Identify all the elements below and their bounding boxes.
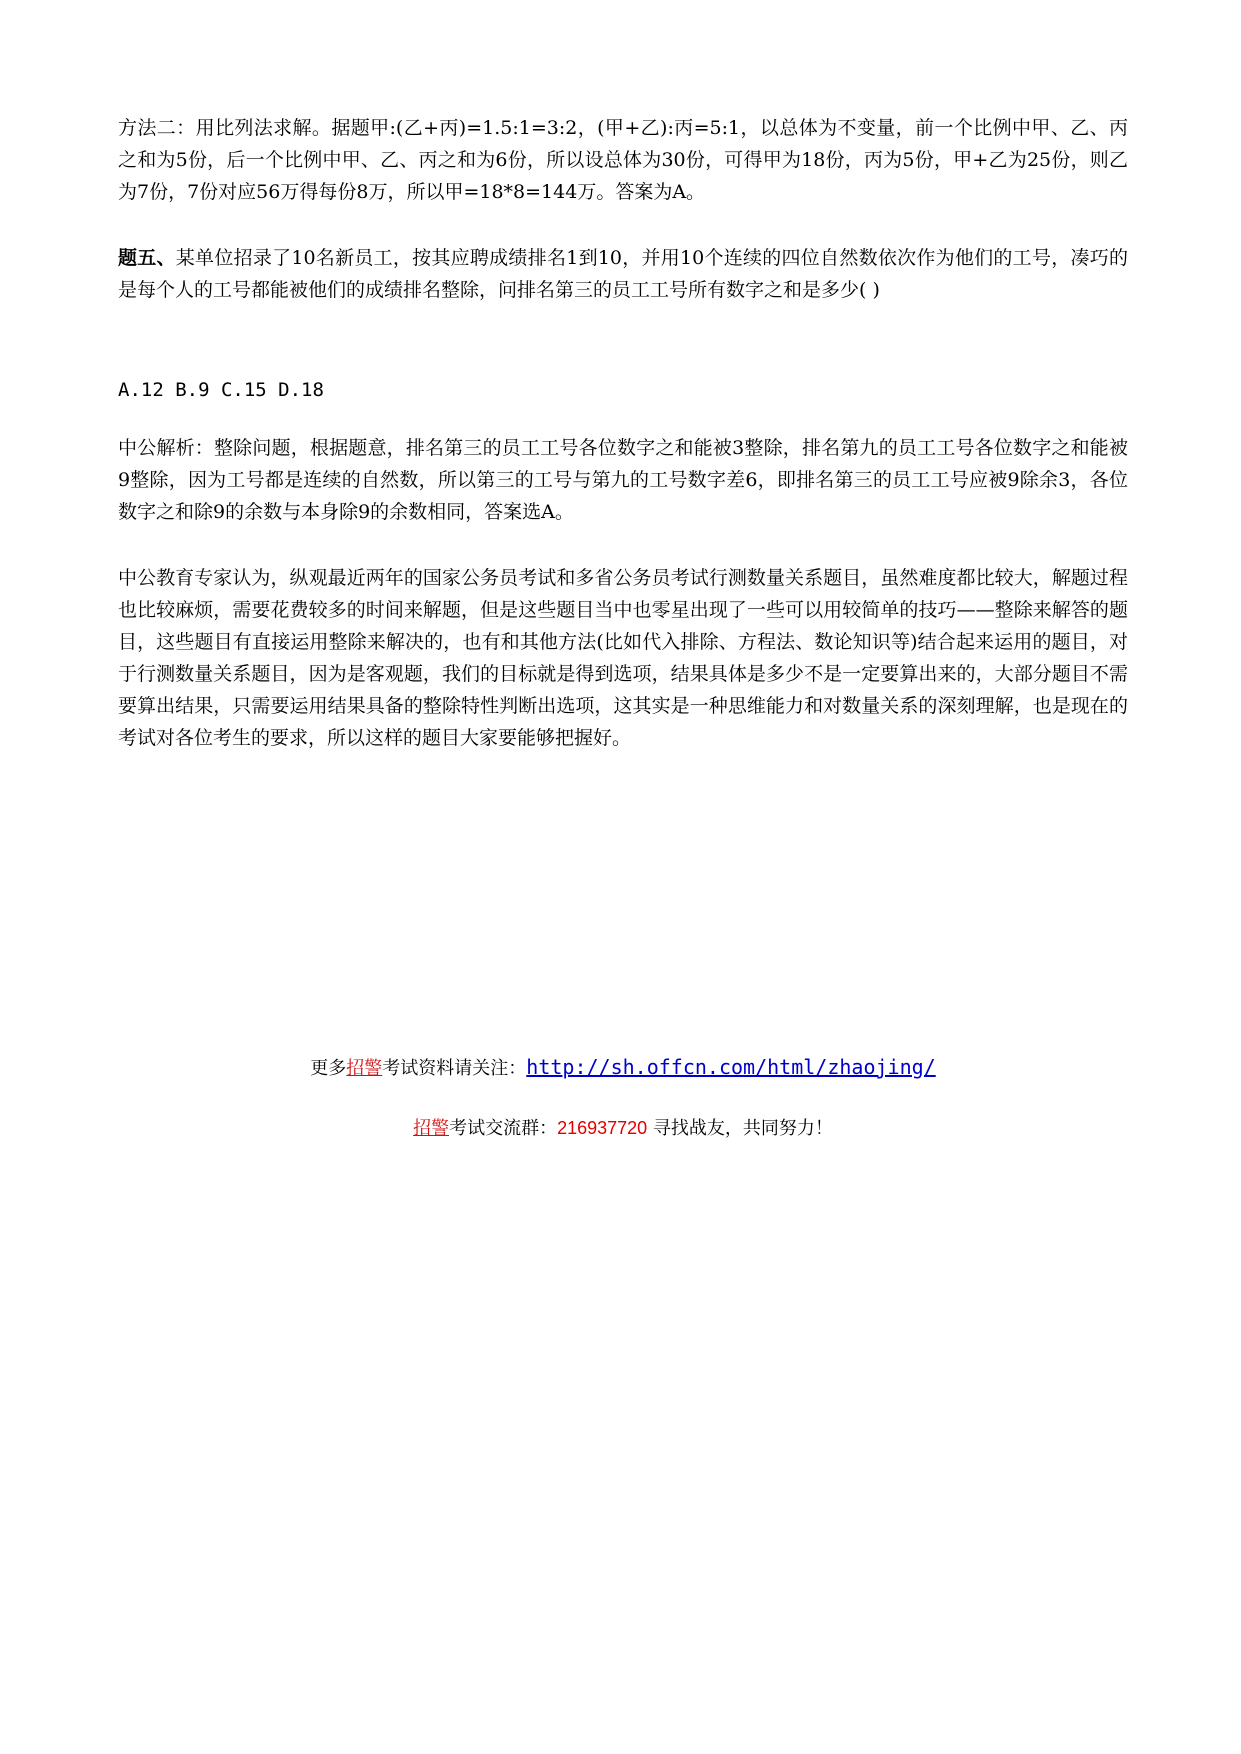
zhaojing-link-2[interactable]: 招警 — [413, 1118, 450, 1139]
offcn-url-link[interactable]: http://sh.offcn.com/html/zhaojing/ — [526, 1055, 936, 1079]
analysis-paragraph: 中公解析：整除问题，根据题意，排名第三的员工工号各位数字之和能被3整除，排名第九的员工工号各位数字之和能被9整除，因为工号都是连续的自然数，所以第三的工号与第九的工号数字差6，即排名第三的员工工号应被9除余3，各位数字之和除9的余数与本身除9的余数相同，答案选A。 — [118, 437, 1128, 523]
footer-prefix: 更多 — [310, 1058, 347, 1079]
qq-group-number: 216937720 — [557, 1118, 648, 1138]
footer-mid-1: 考试资料请关注： — [382, 1058, 527, 1079]
method2-paragraph: 方法二：用比列法求解。据题甲:(乙+丙)=1.5:1=3:2，(甲+乙):丙=5:1，以总体为不变量，前一个比例中甲、乙、丙之和为5份，后一个比例中甲、乙、丙之和为6份，所以设总体为30份，可得甲为18份，丙为5份，甲+乙为25份，则乙为7份，7份对应56万得每份8万，所以甲=18*8=144万。答案为A。 — [118, 117, 1128, 203]
footer-line-1 — [118, 1054, 1128, 1080]
footer-line-2 — [118, 1114, 1128, 1140]
question5-label: 题五、 — [118, 247, 176, 269]
question5-text: 某单位招录了10名新员工，按其应聘成绩排名1到10，并用10个连续的四位自然数依次作为他们的工号，凑巧的是每个人的工号都能被他们的成绩排名整除，问排名第三的员工工号所有数字之和是多少( ) — [118, 247, 1128, 301]
expert-paragraph: 中公教育专家认为，纵观最近两年的国家公务员考试和多省公务员考试行测数量关系题目，虽然难度都比较大，解题过程也比较麻烦，需要花费较多的时间来解题，但是这些题目当中也零星出现了一些可以用较简单的技巧——整除来解答的题目，这些题目有直接运用整除来解决的，也有和其他方法(比如代入排除、方程法、数论知识等)结合起来运用的题目，对于行测数量关系题目，因为是客观题，我们的目标就是得到选项，结果具体是多少不是一定要算出来的，大部分题目不需要算出结果，只需要运用结果具备的整除特性判断出选项，这其实是一种思维能力和对数量关系的深刻理解，也是现在的考试对各位考生的要求，所以这样的题目大家要能够把握好。 — [118, 567, 1128, 749]
question5-options: A.12 B.9 C.15 D.18 — [118, 379, 324, 401]
footer-suffix-2: 寻找战友，共同努力！ — [647, 1118, 833, 1139]
footer-mid-2: 考试交流群： — [449, 1118, 558, 1139]
zhaojing-link-1[interactable]: 招警 — [346, 1058, 383, 1079]
question5-paragraph — [118, 242, 1128, 306]
